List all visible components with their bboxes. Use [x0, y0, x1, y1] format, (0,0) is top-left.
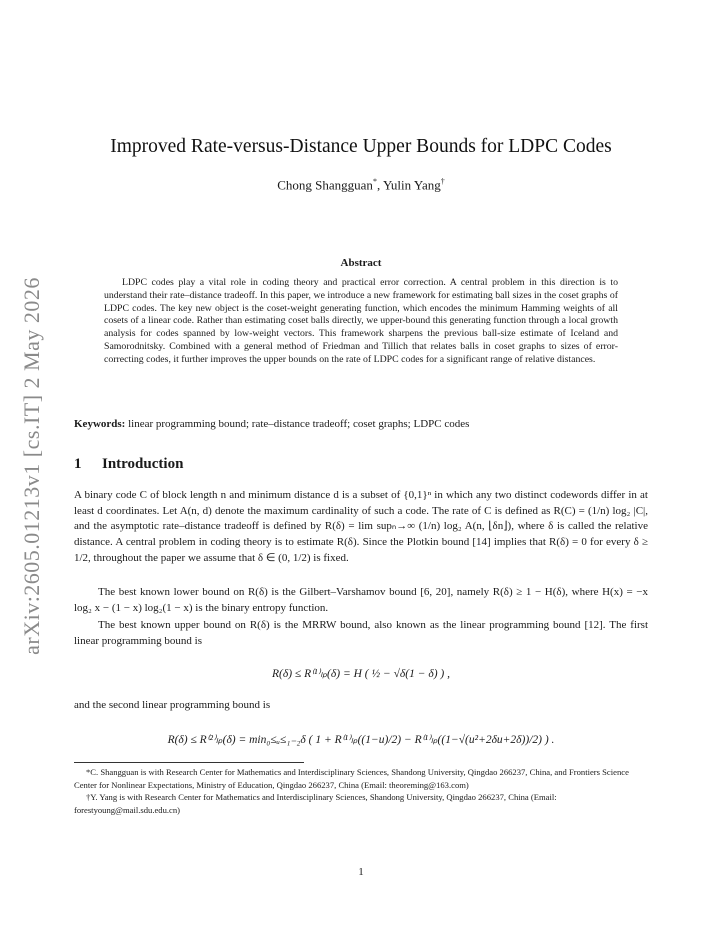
page-number: 1: [358, 866, 364, 878]
abstract-text: LDPC codes play a vital role in coding theory and practical error correction. A central problem in this direction is to understand their rate–distance tradeoff. In this paper, we introduce a new framework for estimating ball sizes in the coset graphs of LDPC codes. The key new object is the coset-weight generating function, which encodes the minimum Hamming weights of all cosets of a linear code. Rather than estimating coset balls directly, we upper-bound this generating function through a local growth analysis for codes spanned by low-weight vectors. This framework sharpens the previous ball-size estimate of Iceland and Samorodnitsky. Combined with a general method of Friedman and Tillich that relates balls in coset graphs to sizes of error-correcting codes, it further improves the upper bounds on the rate of LDPC codes for a significant range of relative distances.: [104, 277, 618, 365]
footnote-mark: †: [440, 177, 445, 186]
keywords-label: Keywords:: [74, 418, 126, 430]
between-equations-text: and the second linear programming bound is: [74, 699, 271, 711]
equation-lp1: R(δ) ≤ R⁽¹⁾ₗₚ(δ) = H ( ½ − √δ(1 − δ) ) ,: [272, 668, 450, 680]
arxiv-identifier: arXiv:2605.01213v1 [cs.IT] 2 May 2026: [19, 277, 44, 655]
equation-lp2: R(δ) ≤ R⁽²⁾ₗₚ(δ) = min₀≤ᵤ≤₁₋₂δ ( 1 + R⁽¹⁾ₗₚ((1−u)/2) − R⁽¹⁾ₗₚ((1−√(u²+2δu+2δ))/2) ) .: [167, 734, 555, 746]
footnote-mark: *: [372, 177, 377, 186]
section-heading: [74, 456, 648, 473]
intro-paragraph-1: A binary code C of block length n and minimum distance d is a subset of {0,1}ⁿ in which any two distinct codewords differ in at least d coordinates. Let A(n, d) denote the maximum cardinality of such a code. The rate of C is defined as R(C) = (1/n) log₂ |C|, and the asymptotic rate–distance tradeoff is defined by R(δ) = lim supₙ→∞ (1/n) log₂ A(n, ⌊δn⌋), where δ is called the relative distance. A central problem in coding theory is to estimate R(δ). Since the Plotkin bound [14] implies that R(δ) = 0 for every δ ≥ 1/2, throughout the paper we assume that δ ∈ (0, 1/2) is fixed.: [74, 489, 648, 564]
paper-title: Improved Rate-versus-Distance Upper Bounds for LDPC Codes: [110, 136, 612, 157]
author-line: [74, 177, 648, 193]
footnote-1: *C. Shangguan is with Research Center for Mathematics and Interdisciplinary Sciences, Shandong University, Qingdao 266237, China, and Frontiers Science Center for Nonlinear Expectations, Ministry of Education, Qingdao 266237, China (Email: theoreming@163.com): [74, 767, 629, 790]
keywords-text: linear programming bound; rate–distance tradeoff; coset graphs; LDPC codes: [128, 418, 470, 430]
footnotes: [74, 766, 648, 816]
keywords-line: [74, 418, 648, 430]
arxiv-watermark: [12, 266, 52, 666]
footnote-divider: [74, 762, 304, 763]
footnote-2: †Y. Yang is with Research Center for Mathematics and Interdisciplinary Sciences, Shandong University, Qingdao 266237, China (Email: forestyoung@mail.sdu.edu.cn): [74, 792, 557, 815]
author-name: Chong Shangguan: [277, 177, 373, 193]
author-name: Yulin Yang: [382, 177, 441, 193]
section-title: Introduction: [102, 456, 184, 472]
author-separator: ,: [376, 177, 383, 193]
section-number: 1: [74, 456, 82, 472]
intro-paragraph-3: The best known upper bound on R(δ) is the MRRW bound, also known as the linear programming bound [12]. The first linear programming bound is: [74, 619, 648, 647]
intro-paragraph-2: The best known lower bound on R(δ) is the Gilbert–Varshamov bound [6, 20], namely R(δ) ≥ 1 − H(δ), where H(x) = −x log₂ x − (1 − x) log₂(1 − x) is the binary entropy function.: [74, 586, 648, 614]
abstract-heading: Abstract: [340, 257, 382, 269]
